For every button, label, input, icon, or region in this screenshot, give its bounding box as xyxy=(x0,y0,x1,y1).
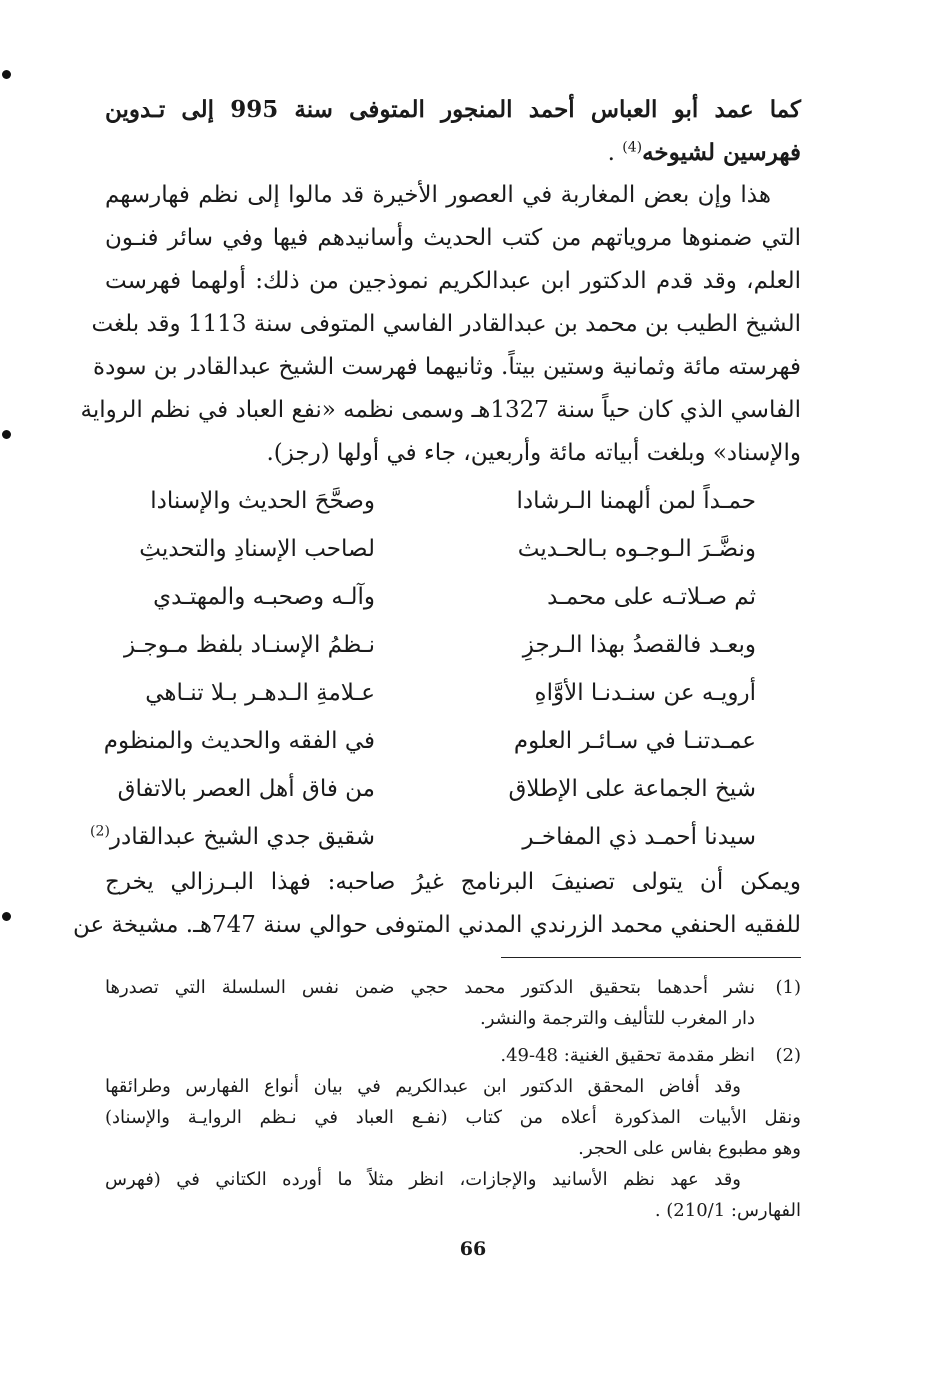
poem-verse xyxy=(105,525,801,573)
poem-verse xyxy=(105,621,801,669)
hemistich-first: أرويـه عن سنـدنـا الأوَّاهِ xyxy=(534,680,756,706)
footnote-number: (2) xyxy=(775,1045,801,1066)
body-line: هذا وإن بعض المغاربة في العصور الأخيرة قد مالوا إلى نظم فهارسهم xyxy=(105,182,771,208)
hemistich-second: نـظمُ الإسنـاد بلفظ مـوجـز xyxy=(123,632,375,658)
hemistich-second: لصاحب الإسنادِ والتحديثِ xyxy=(139,536,375,562)
hemistich-first: شيخ الجماعة على الإطلاق xyxy=(508,776,756,802)
hemistich-first: عمـدتنـا في سـائـر العلوم xyxy=(513,728,756,754)
footnote-2 xyxy=(105,1040,801,1071)
footnote-text: وقد أفاض المحقق الدكتور ابن عبدالكريم في بيان أنواع الفهارس وطرائقها xyxy=(105,1076,741,1097)
body-line: فهرسته مائة وثمانية وستين بيتاً. وثانيهما فهرست الشيخ عبدالقادر بن سودة xyxy=(93,354,801,380)
hemistich-second: من فاق أهل العصر بالاتفاق xyxy=(117,776,375,802)
hemistich-first: ونضَّـرَ الـوجـوه بـالحـديث xyxy=(517,536,756,562)
body-line: والإسناد» وبلغت أبياته مائة وأربعين، جاء في أولها (رجز). xyxy=(266,440,801,466)
body-text xyxy=(80,88,802,475)
body-line-text: فهرسين لشيوخه xyxy=(642,139,801,166)
footnote-text: انظر مقدمة تحقيق الغنية: 48-49. xyxy=(500,1045,755,1066)
body-line: الشيخ الطيب بن محمد بن عبدالقادر الفاسي المتوفى سنة 1113 وقد بلغت xyxy=(91,311,801,337)
footnote-text: الفهارس: 210/1) . xyxy=(654,1200,801,1221)
footnote-text: نشر أحدهما بتحقيق الدكتور محمد حجي ضمن نفس السلسلة التي تصدرها xyxy=(105,977,755,998)
footnote-text: ونقل الأبيات المذكورة أعلاه من كتاب (نفـع العباد في نـظم الروايـة والإسناد) xyxy=(105,1107,801,1128)
page-number: 66 xyxy=(459,1238,487,1260)
body-line: للفقيه الحنفي محمد الزرندي المدني المتوفى حوالي سنة 747هـ. مشيخة عن xyxy=(73,912,801,938)
body-text-continued xyxy=(73,861,801,947)
footnote-number: (1) xyxy=(775,977,801,998)
hemistich-first: حمـداً لمن ألهمنا الـرشادا xyxy=(516,488,756,514)
period: . xyxy=(607,140,615,166)
body-line: ويمكن أن يتولى تصنيفَ البرنامج غيرُ صاحبه: فهذا البـرزالي يخرج xyxy=(105,869,801,895)
poem-verse xyxy=(90,813,801,861)
margin-dot xyxy=(2,912,11,921)
margin-dot xyxy=(2,70,11,79)
hemistich-first: سيدنا أحمـد ذي المفاخـر xyxy=(522,824,756,850)
hemistich-second: في الفقه والحديث والمنظوم xyxy=(103,728,375,754)
footnote-1 xyxy=(105,972,801,1003)
poem-verse xyxy=(105,717,801,765)
poem-verse xyxy=(105,765,801,813)
body-line: التي ضمنوها مروياتهم من كتب الحديث وأسانيدهم فيها وفي سائر فنـون xyxy=(105,225,801,251)
hemistich-text: شقيق جدي الشيخ عبدالقادر xyxy=(109,824,375,850)
poem-verse xyxy=(105,573,801,621)
hemistich-second: عـلامةِ الـدهـر بـلا تنـاهي xyxy=(145,680,375,706)
poem-verse xyxy=(105,669,801,717)
body-line xyxy=(105,131,801,174)
hemistich-second xyxy=(90,813,375,861)
footnote-text: دار المغرب للتأليف والترجمة والنشر. xyxy=(479,1008,755,1029)
hemistich-first: وبعـد فالقصدُ بهذا الـرجزِ xyxy=(522,632,756,658)
hemistich-second: وآلـه وصحبـه والمهتـدي xyxy=(153,584,375,610)
body-line: كما عمد أبو العباس أحمد المنجور المتوفى سنة 995 إلى تـدوين xyxy=(105,96,802,123)
body-line: العلم، وقد قدم الدكتور ابن عبدالكريم نموذجين من ذلك: أولهما فهرست xyxy=(105,268,801,294)
hemistich-second: وصحَّحَ الحديث والإسنادا xyxy=(150,488,375,514)
footnote-ref: (2) xyxy=(90,823,110,840)
footnote-ref: (4) xyxy=(622,139,643,156)
body-line: الفاسي الذي كان حياً سنة 1327هـ وسمى نظمه «نفع العباد في نظم الرواية xyxy=(80,397,801,423)
poem xyxy=(90,477,801,861)
poem-verse xyxy=(105,477,801,525)
footnote-text: وقد عهد نظم الأسانيد والإجازات، انظر مثلاً ما أورده الكتاني في (فهرس xyxy=(105,1169,741,1190)
footnote-text: وهو مطبوع بفاس على الحجر. xyxy=(578,1138,801,1159)
footnote-separator xyxy=(501,957,801,958)
footnotes xyxy=(105,972,801,1226)
margin-dot xyxy=(2,430,11,439)
page-content xyxy=(73,88,802,1226)
hemistich-first: ثم صـلاتـه على محمـد xyxy=(547,584,756,610)
